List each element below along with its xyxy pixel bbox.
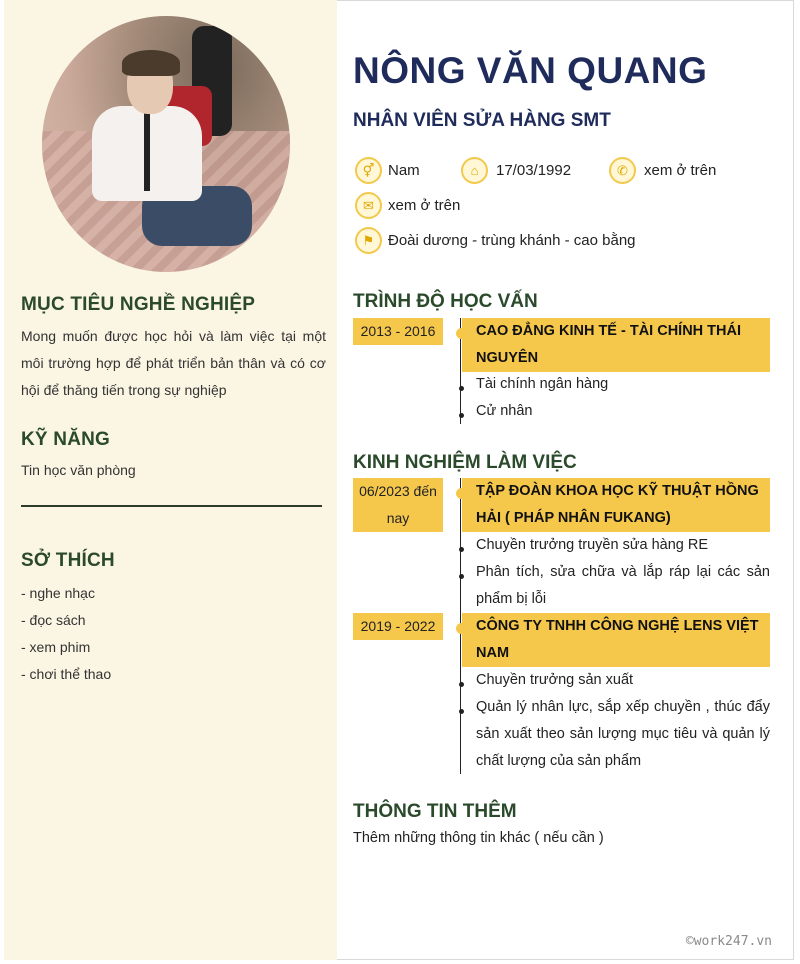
skills-divider	[21, 505, 322, 507]
hobbies-list	[21, 580, 111, 688]
hobby-item: - nghe nhạc	[21, 585, 95, 601]
birthday-value: 17/03/1992	[496, 162, 572, 179]
address-value: Đoài dương - trùng khánh - cao bằng	[388, 232, 636, 249]
email-value: xem ở trên	[388, 197, 461, 214]
education-heading: TRÌNH ĐỘ HỌC VẤN	[353, 291, 538, 312]
phone-value: xem ở trên	[644, 162, 717, 179]
cake-icon: ⌂	[461, 157, 488, 184]
job-detail: Chuyền trưởng sản xuất	[476, 667, 770, 694]
hobby-item: - xem phim	[21, 639, 91, 655]
hobby-item: - đọc sách	[21, 612, 86, 628]
education-school: CAO ĐẲNG KINH TẾ - TÀI CHÍNH THÁI NGUYÊN	[462, 318, 770, 372]
additional-heading: THÔNG TIN THÊM	[353, 801, 517, 822]
skills-heading: KỸ NĂNG	[21, 429, 111, 450]
job-company: CÔNG TY TNHH CÔNG NGHỆ LENS VIỆT NAM	[462, 613, 770, 667]
avatar	[42, 16, 290, 272]
mail-icon: ✉	[355, 192, 382, 219]
education-detail: Tài chính ngân hàng	[476, 371, 770, 398]
job-date: 06/2023 đến nay	[353, 478, 443, 532]
hobby-item: - chơi thể thao	[21, 666, 112, 682]
phone-icon: ✆	[609, 157, 636, 184]
job-detail: Quản lý nhân lực, sắp xếp chuyền , thúc đẩy sản xuất theo sản lượng mục tiêu và quản lý chất lượng của sản phẩm	[476, 694, 770, 775]
additional-text: Thêm những thông tin khác ( nếu cần )	[353, 830, 604, 846]
address-info	[355, 227, 636, 254]
education-detail: Cử nhân	[476, 398, 770, 425]
watermark: ©work247.vn	[685, 934, 772, 949]
job-title: NHÂN VIÊN SỬA HÀNG SMT	[353, 110, 611, 131]
phone-info	[609, 157, 716, 184]
birthday-info	[461, 157, 571, 184]
map-icon: ⚑	[355, 227, 382, 254]
email-info	[355, 192, 460, 219]
objective-text: Mong muốn được học hỏi và làm việc tại một môi trường hợp để phát triển bản thân và có cơ hội để thăng tiến trong sự nghiệp	[21, 328, 326, 398]
job-date: 2019 - 2022	[353, 613, 443, 640]
job-detail: Phân tích, sửa chữa và lắp ráp lại các sản phẩm bị lỗi	[476, 559, 770, 613]
experience-heading: KINH NGHIỆM LÀM VIỆC	[353, 452, 577, 473]
gender-value: Nam	[388, 162, 420, 179]
hobbies-heading: SỞ THÍCH	[21, 550, 115, 571]
job-company: TẬP ĐOÀN KHOA HỌC KỸ THUẬT HỒNG HẢI ( PHÁP NHÂN FUKANG)	[462, 478, 770, 532]
gender-info	[355, 157, 420, 184]
objective-heading: MỤC TIÊU NGHỀ NGHIỆP	[21, 294, 256, 315]
job-detail: Chuyền trưởng truyền sửa hàng RE	[476, 532, 770, 559]
gender-icon: ⚥	[355, 157, 382, 184]
skills-text: Tin học văn phòng	[21, 462, 136, 478]
education-date: 2013 - 2016	[353, 318, 443, 345]
candidate-name: NÔNG VĂN QUANG	[353, 50, 708, 91]
